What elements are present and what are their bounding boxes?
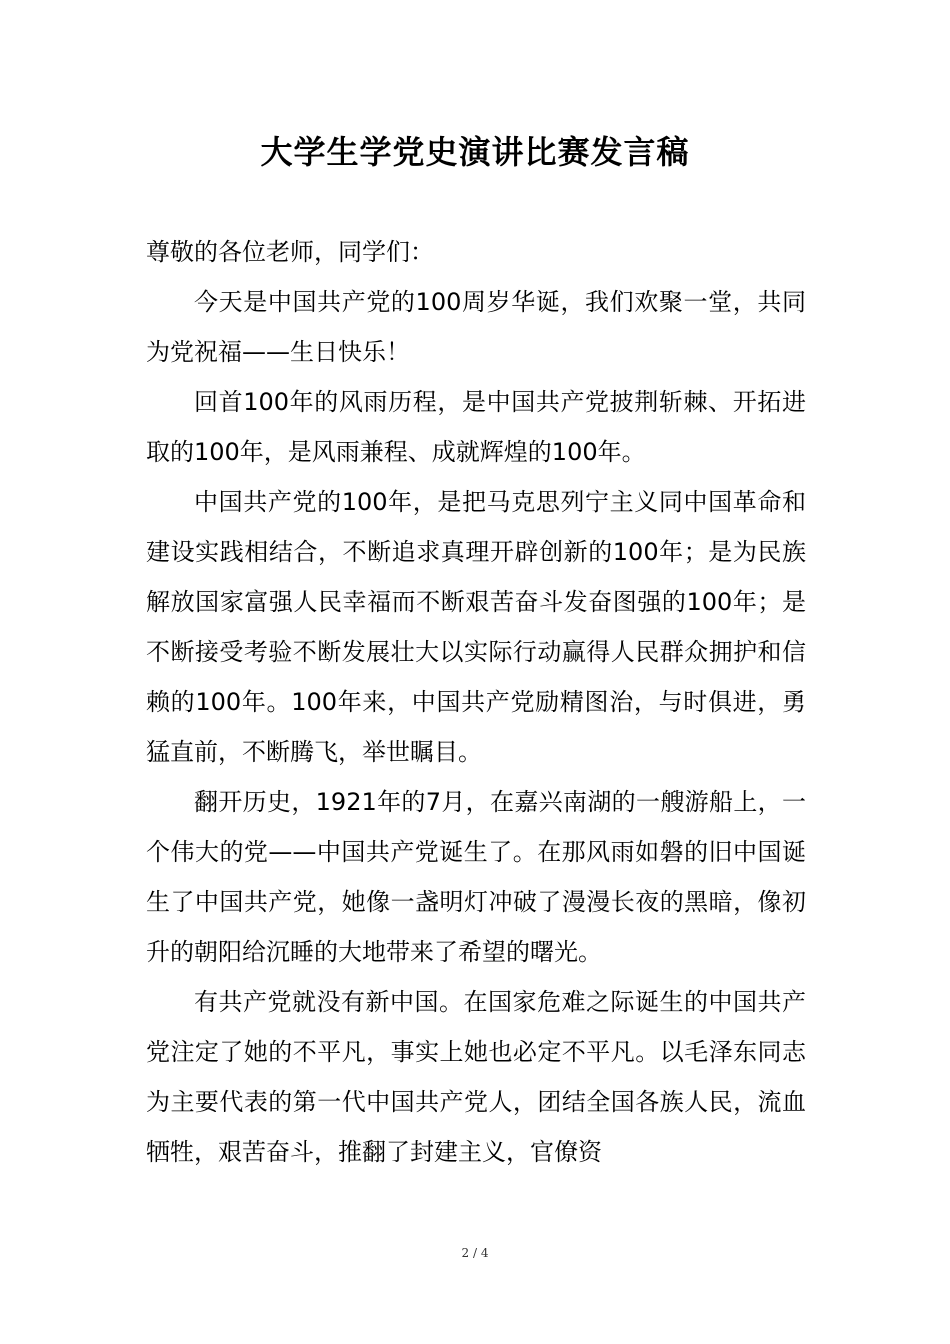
salutation: 尊敬的各位老师，同学们： [146,238,434,266]
paragraph-4: 翻开历史，1921年的7月，在嘉兴南湖的一艘游船上，一个伟大的党——中国共产党诞生了。在那风雨如磐的旧中国诞生了中国共产党，她像一盏明灯冲破了漫漫长夜的黑暗，像初升的朝阳给沉睡的大地带来了希望的曙光。 [146,788,806,966]
paragraph-1: 今天是中国共产党的100周岁华诞，我们欢聚一堂，共同为党祝福——生日快乐！ [146,288,806,366]
document-body [146,227,806,1177]
document-title: 大学生学党史演讲比赛发言稿 [260,133,690,171]
paragraph-5: 有共产党就没有新中国。在国家危难之际诞生的中国共产党注定了她的不平凡，事实上她也必定不平凡。以毛泽东同志为主要代表的第一代中国共产党人，团结全国各族人民，流血牺牲，艰苦奋斗，推翻了封建主义，官僚资 [146,988,806,1166]
paragraph-3: 中国共产党的100年，是把马克思列宁主义同中国革命和建设实践相结合，不断追求真理开辟创新的100年；是为民族解放国家富强人民幸福而不断艰苦奋斗发奋图强的100年；是不断接受考验不断发展壮大以实际行动赢得人民群众拥护和信赖的100年。100年来，中国共产党励精图治，与时俱进，勇猛直前，不断腾飞，举世瞩目。 [146,488,806,766]
page-number: 2 / 4 [461,1246,489,1260]
paragraph-2: 回首100年的风雨历程，是中国共产党披荆斩棘、开拓进取的100年，是风雨兼程、成就辉煌的100年。 [146,388,806,466]
